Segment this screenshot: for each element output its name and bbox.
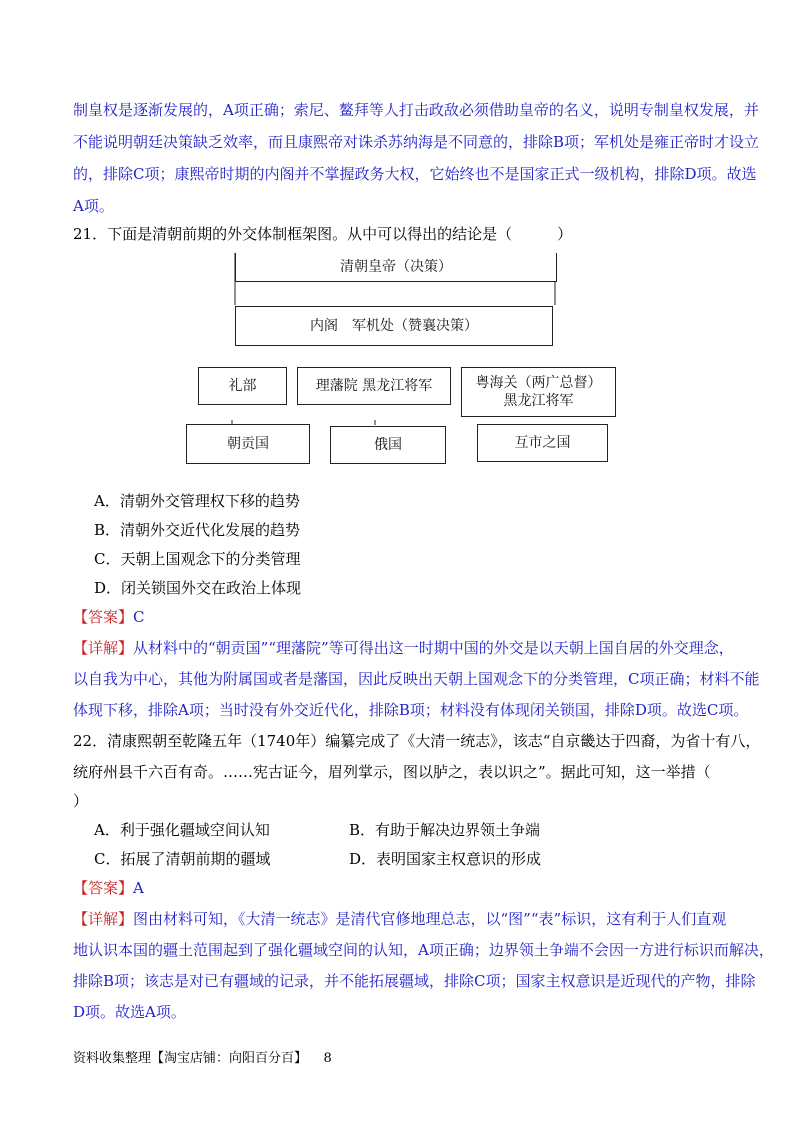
q21-detail-line-3: 体现下移，排除A项；当时没有外交近代化，排除B项；材料没有体现闭关锁国，排除D项。故选C项。 <box>73 701 749 719</box>
diagram-box-yuehaiguan <box>461 367 616 417</box>
q22-detail-line-1 <box>73 909 726 929</box>
q22-detail-text-1: 图由材料可知，《大清一统志》是清代官修地理总志，以“图”“表”标识，这有利于人们直观 <box>133 910 727 928</box>
q22-stem-line-2: 统府州县千六百有奇。……宪古证今，眉列掌示，图以胪之，表以识之”。据此可知，这一举措（ <box>73 763 711 781</box>
q21-option-d: D．闭关锁国外交在政治上体现 <box>94 579 302 597</box>
q22-answer <box>73 878 144 898</box>
q22-answer-value: A <box>133 879 144 897</box>
footer-text: 资料收集整理【淘宝店铺：向阳百分百】 <box>73 1051 308 1066</box>
diagram-box-trade <box>477 424 608 462</box>
diagram-lifanyuan-label: 理藩院 黑龙江将军 <box>315 378 433 394</box>
diagram-yuehaiguan-label: 粤海关（两广总督） <box>475 375 602 391</box>
prev-answer-line-3: 的，排除C项；康熙帝时期的内阁并不掌握政务大权，它始终也不是国家正式一级机构，排除D项。故选 <box>73 165 757 183</box>
q21-detail-label: 【详解】 <box>73 639 134 657</box>
q21-detail-line-2: 以自我为中心，其他为附属国或者是藩国，因此反映出天朝上国观念下的分类管理，C项正确；材料不能 <box>73 670 760 688</box>
q22-option-b: B．有助于解决边界领土争端 <box>349 821 541 839</box>
diagram-heilongjiang-label: 黑龙江将军 <box>503 393 574 409</box>
q21-stem: 21．下面是清朝前期的外交体制框架图。从中可以得出的结论是（ ） <box>73 225 573 243</box>
diagram-emperor-label: 清朝皇帝（决策） <box>340 259 452 275</box>
diagram-box-cabinet <box>235 306 553 346</box>
prev-answer-line-2: 不能说明朝廷决策缺乏效率，而且康熙帝对诛杀苏纳海是不同意的，排除B项；军机处是雍正帝时才设立 <box>73 133 760 151</box>
q22-detail-line-3: 排除B项；该志是对已有疆域的记录，并不能拓展疆域，排除C项；国家主权意识是近现代的产物，排除 <box>73 972 756 990</box>
q21-answer-value: C <box>133 608 145 626</box>
q22-answer-label: 【答案】 <box>73 879 134 897</box>
q21-detail-text-1: 从材料中的“朝贡国”“理藩院”等可得出这一时期中国的外交是以天朝上国自居的外交理念， <box>133 639 734 657</box>
q22-option-d: D．表明国家主权意识的形成 <box>349 850 542 868</box>
q22-stem-line-3: ） <box>73 792 89 810</box>
prev-answer-line-4: A项。 <box>73 197 114 215</box>
diagram-trade-label: 互市之国 <box>514 435 571 451</box>
q22-detail-line-4: D项。故选A项。 <box>73 1003 186 1021</box>
q22-detail-line-2: 地认识本国的疆土范围起到了强化疆域空间的认知，A项正确；边界领土争端不会因一方进行标识而解决， <box>73 941 774 959</box>
diagram-libu-label: 礼部 <box>228 378 257 394</box>
diagram-box-russia <box>330 426 446 464</box>
q22-option-a: A．利于强化疆域空间认知 <box>94 821 270 839</box>
q22-detail-label: 【详解】 <box>73 910 134 928</box>
diagram-russia-label: 俄国 <box>374 437 402 453</box>
q21-answer <box>73 607 145 627</box>
page-number: 8 <box>323 1051 332 1066</box>
q21-option-a: A．清朝外交管理权下移的趋势 <box>94 492 300 510</box>
q22-stem-line-1: 22．清康熙朝至乾隆五年（1740年）编纂完成了《大清一统志》，该志“自京畿达于四裔，为省十有八， <box>73 732 761 750</box>
q21-option-c: C．天朝上国观念下的分类管理 <box>94 550 301 568</box>
prev-answer-line-1: 制皇权是逐渐发展的，A项正确；索尼、鳌拜等人打击政敌必须借助皇帝的名义，说明专制皇权发展，并 <box>73 101 759 119</box>
diagram-box-lifanyuan <box>297 367 451 405</box>
q21-option-b: B．清朝外交近代化发展的趋势 <box>94 521 301 539</box>
q21-answer-label: 【答案】 <box>73 608 134 626</box>
diagram-cabinet-label: 内阁 军机处（赞襄决策） <box>310 318 478 334</box>
diagram-tributary-label: 朝贡国 <box>227 436 269 452</box>
diagram-box-emperor <box>235 253 557 282</box>
page-footer <box>73 1050 332 1068</box>
diagram-box-tributary <box>186 424 310 464</box>
q21-detail-line-1 <box>73 638 734 658</box>
q22-option-c: C．拓展了清朝前期的疆域 <box>94 850 271 868</box>
diagram-box-libu <box>198 367 287 405</box>
